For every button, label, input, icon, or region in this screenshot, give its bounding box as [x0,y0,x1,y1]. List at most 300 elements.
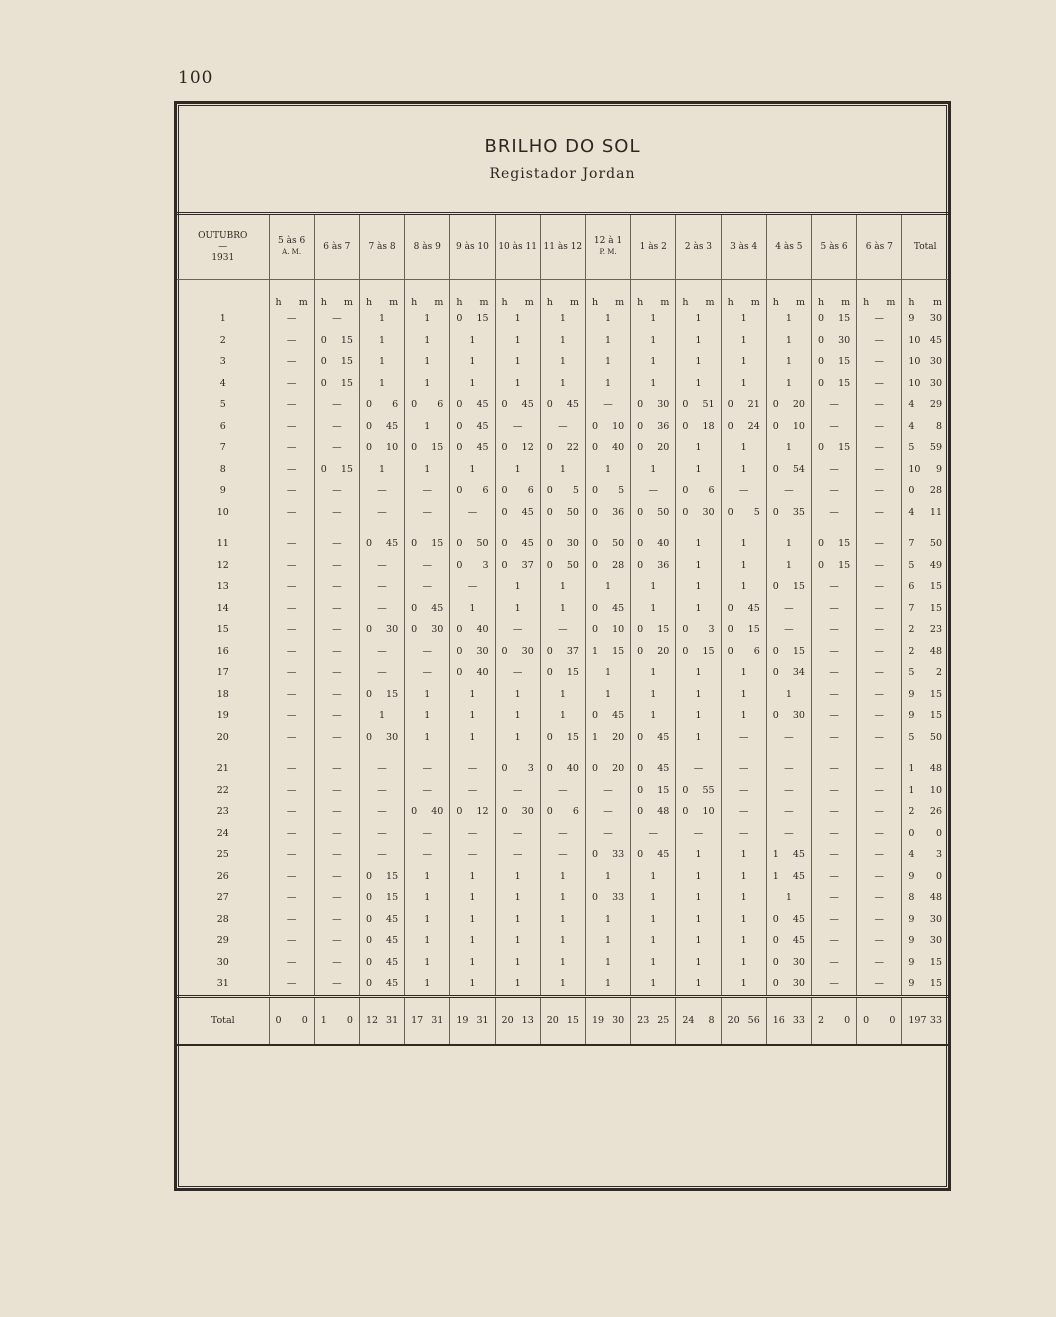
value-cell [902,437,948,459]
hm-value [541,507,585,518]
value-cell: 1 [721,373,766,395]
minutes: 45 [657,731,670,743]
value-cell: — [811,480,856,502]
table-row [177,533,948,555]
hours: 9 [908,688,915,700]
value-cell: — [585,394,630,416]
minutes: 36 [657,420,670,432]
value-cell [902,619,948,641]
table-frame [174,101,951,1191]
minutes: 6 [437,399,444,411]
page-title: BRILHO DO SOL [484,136,641,157]
value-cell: — [857,823,902,845]
minutes: 21 [747,399,760,411]
minutes: 50 [566,559,579,571]
value-cell: — [811,866,856,888]
value-cell: 1 [540,909,585,931]
value-cell: — [269,308,314,330]
value-cell: — [314,930,359,952]
hm-value [586,710,630,721]
unit-minutes: m [795,297,805,308]
value-cell: — [766,758,811,780]
hours: 5 [908,667,915,679]
value-cell [495,502,540,524]
value-cell: — [359,780,404,802]
hm-value [541,646,585,657]
hours: 10 [908,463,921,475]
hm-value [360,442,404,453]
column-label: 8 às 9 [413,241,441,252]
value-cell: 1 [721,330,766,352]
hours: 17 [411,1015,424,1026]
value-cell: 1 [495,351,540,373]
value-cell: 1 [405,887,450,909]
value-cell [811,351,856,373]
table-row [177,930,948,952]
table-row [177,502,948,524]
value-cell [450,641,495,663]
hours: 0 [411,399,418,411]
value-cell: — [857,727,902,749]
value-cell [721,598,766,620]
value-cell: 1 [676,459,721,481]
value-cell: — [314,844,359,866]
minutes: 48 [657,806,670,818]
minutes: 11 [929,506,942,518]
value-cell [721,619,766,641]
table-row [177,619,948,641]
unit-cell [495,280,540,309]
hours: 9 [908,710,915,722]
minutes: 15 [657,784,670,796]
unit-cell [676,280,721,309]
value-cell: 1 [676,330,721,352]
day-cell: 13 [216,581,229,593]
value-cell: 1 [585,330,630,352]
unit-hours: h [456,297,463,308]
hours: 0 [727,602,734,614]
gap-cell [359,748,404,758]
value-cell: 1 [676,887,721,909]
gap-cell [450,748,495,758]
value-cell: 1 [495,576,540,598]
value-cell [585,533,630,555]
value-cell: 1 [405,973,450,996]
table-row [177,866,948,888]
value-cell [450,662,495,684]
minutes: 29 [929,399,942,411]
unit-hm [767,297,811,308]
minutes: 20 [792,399,805,411]
value-cell: — [540,416,585,438]
value-cell: — [721,780,766,802]
value-cell: 1 [631,973,676,996]
value-cell [902,780,948,802]
hm-value [676,1015,720,1026]
hm-value [586,732,630,743]
value-cell: — [811,598,856,620]
hours: 10 [908,356,921,368]
value-cell [631,758,676,780]
hours: 1 [908,784,915,796]
unit-hours: h [817,297,825,308]
minutes: 15 [792,581,805,593]
minutes: 54 [792,463,805,475]
hm-value [631,421,675,432]
value-cell: — [857,533,902,555]
value-cell: — [495,662,540,684]
hours: 0 [365,688,372,700]
hm-value [767,421,811,432]
hours: 0 [456,420,463,432]
minutes: 30 [566,538,579,550]
hm-value [902,581,948,592]
hours: 0 [682,506,689,518]
hm-value [902,732,948,743]
hours: 9 [908,956,915,968]
hours: 0 [501,538,508,550]
value-cell: — [314,598,359,620]
value-cell [585,502,630,524]
value-cell: 1 [676,844,721,866]
hours: 0 [320,463,327,475]
value-cell: — [811,909,856,931]
minutes: 8 [708,1015,715,1026]
hours: 0 [365,399,372,411]
value-cell: 1 [676,351,721,373]
value-cell [585,887,630,909]
hours: 0 [772,420,779,432]
hm-value [676,507,720,518]
minutes: 15 [792,645,805,657]
minutes: 30 [521,806,534,818]
value-cell: — [631,823,676,845]
hours: 0 [365,538,372,550]
hours: 0 [546,559,553,571]
gap-cell [540,748,585,758]
gap-cell [766,523,811,533]
value-cell [359,973,404,996]
table-row [177,641,948,663]
value-cell: 1 [495,727,540,749]
unit-hours: h [863,297,870,308]
value-cell: 1 [585,459,630,481]
title-box [177,104,948,215]
total-cell [676,996,721,1045]
value-cell [585,758,630,780]
value-cell [631,844,676,866]
value-cell: 1 [540,351,585,373]
value-cell: — [359,758,404,780]
hours: 0 [637,806,644,818]
minutes: 30 [929,377,942,389]
day-cell: 12 [216,559,229,571]
hours: 0 [546,442,553,454]
minutes: 15 [838,377,851,389]
hm-value [405,1015,449,1026]
hm-value [541,485,585,496]
hm-value [631,785,675,796]
value-cell: 1 [450,930,495,952]
hm-value [450,313,494,324]
minutes: 5 [572,485,579,497]
hm-value [767,935,811,946]
minutes: 45 [792,913,805,925]
value-cell [811,373,856,395]
hours: 0 [365,731,372,743]
value-cell: — [269,533,314,555]
hours: 1 [591,731,598,743]
gap-cell [405,748,450,758]
value-cell [766,952,811,974]
minutes: 9 [935,463,942,475]
value-cell: 1 [495,930,540,952]
hm-value [722,421,766,432]
gap-cell [721,523,766,533]
hours: 0 [365,978,372,990]
hours: 4 [908,506,915,518]
minutes: 55 [702,784,715,796]
value-cell: 1 [585,973,630,996]
hours: 0 [591,763,598,775]
value-cell: — [314,555,359,577]
minutes: 15 [929,688,942,700]
value-cell [540,533,585,555]
value-cell: — [540,844,585,866]
value-cell [585,705,630,727]
hm-value [405,442,449,453]
value-cell: — [314,801,359,823]
hours: 5 [908,442,915,454]
value-cell: — [314,758,359,780]
minutes: 23 [929,624,942,636]
unit-hours: h [637,297,644,308]
hm-value [767,957,811,968]
hours: 0 [591,442,598,454]
hours: 2 [908,624,915,636]
blank-area [177,1059,948,1188]
hm-value [586,763,630,774]
value-cell: — [269,705,314,727]
value-cell: 1 [585,308,630,330]
minutes: 30 [612,1015,625,1026]
day-cell: 23 [216,806,229,818]
minutes: 30 [792,956,805,968]
total-cell [450,996,495,1045]
hours: 0 [727,624,734,636]
value-cell: 1 [721,866,766,888]
value-cell: — [359,502,404,524]
header-row [177,215,948,280]
value-cell: — [811,801,856,823]
value-cell: 1 [450,952,495,974]
value-cell: — [766,480,811,502]
minutes: 35 [792,506,805,518]
minutes: 15 [340,356,353,368]
minutes: 40 [476,667,489,679]
value-cell [676,502,721,524]
hm-value [676,485,720,496]
hm-value [586,624,630,635]
value-cell: — [857,930,902,952]
minutes: 33 [929,1015,942,1026]
hm-value [450,624,494,635]
minutes: 15 [929,978,942,990]
hm-value [405,806,449,817]
total-cell [766,996,811,1045]
value-cell: — [495,780,540,802]
year-label: 1931 [211,252,235,263]
hours: 0 [546,763,553,775]
value-cell: — [314,641,359,663]
value-cell [450,555,495,577]
value-cell [495,758,540,780]
row-gap [177,523,948,533]
value-cell [585,641,630,663]
hours: 0 [456,399,463,411]
hm-value [902,849,948,860]
value-cell [902,952,948,974]
hm-value [631,442,675,453]
hours: 0 [908,485,915,497]
value-cell: — [269,823,314,845]
minutes: 15 [838,538,851,550]
value-cell: 1 [585,576,630,598]
gap-cell [495,748,540,758]
value-cell: — [811,576,856,598]
value-cell [766,459,811,481]
hm-value [676,399,720,410]
hours: 0 [501,485,508,497]
hm-value [450,806,494,817]
value-cell: — [359,598,404,620]
minutes: 40 [566,763,579,775]
value-cell: — [314,952,359,974]
hm-value [722,1015,766,1026]
hm-value [450,1015,494,1026]
minutes: 15 [340,334,353,346]
hours: 0 [546,731,553,743]
column-label: 3 às 4 [730,241,758,252]
hm-value [722,603,766,614]
value-cell: 1 [721,533,766,555]
hm-value [405,399,449,410]
value-cell [902,909,948,931]
minutes: 45 [929,334,942,346]
value-cell: — [585,801,630,823]
hm-value [405,624,449,635]
hm-value [902,871,948,882]
hours: 0 [456,442,463,454]
value-cell: 1 [495,909,540,931]
value-cell: 1 [359,373,404,395]
hm-value [812,378,856,389]
value-cell: — [314,662,359,684]
unit-hours: h [365,297,373,308]
hours: 5 [908,559,915,571]
value-cell: — [857,502,902,524]
value-cell: — [269,887,314,909]
unit-hours: h [908,297,915,308]
hm-value [902,892,948,903]
hours: 0 [365,442,372,454]
hours: 10 [908,377,921,389]
hm-value [360,978,404,989]
value-cell: — [766,780,811,802]
value-cell [631,533,676,555]
value-cell [585,844,630,866]
value-cell: — [269,684,314,706]
total-cell [405,996,450,1045]
day-cell: 11 [216,538,229,550]
value-cell: — [585,823,630,845]
value-cell: 1 [359,459,404,481]
hours: 0 [817,356,825,368]
gap-cell [676,523,721,533]
value-cell: 1 [540,973,585,996]
value-cell: 1 [405,930,450,952]
value-cell: — [269,619,314,641]
hm-value [270,1015,314,1026]
unit-minutes: m [932,297,942,308]
value-cell [495,533,540,555]
column-header [811,215,856,280]
value-cell: 1 [721,555,766,577]
value-cell [721,394,766,416]
column-header [540,215,585,280]
value-cell: 1 [721,930,766,952]
unit-minutes: m [434,297,444,308]
hours: 0 [411,602,418,614]
gap-cell [314,748,359,758]
minutes: 0 [844,1015,851,1026]
value-cell [314,351,359,373]
hm-value [767,978,811,989]
value-cell: 1 [540,887,585,909]
minutes: 45 [386,978,399,990]
minutes: 20 [657,442,670,454]
value-cell [540,437,585,459]
value-cell: — [314,684,359,706]
page-number: 100 [178,68,214,88]
value-cell: 1 [631,598,676,620]
unit-minutes: m [841,297,851,308]
column-label: 6 às 7 [323,241,351,252]
minutes: 15 [431,538,444,550]
value-cell: — [811,758,856,780]
value-cell: — [269,758,314,780]
value-cell [902,416,948,438]
day-cell: 15 [216,624,229,636]
value-cell [766,662,811,684]
value-cell: — [811,641,856,663]
value-cell: — [857,780,902,802]
hours: 0 [456,645,463,657]
value-cell [359,684,404,706]
value-cell [405,394,450,416]
value-cell [359,533,404,555]
value-cell [902,684,948,706]
hours: 0 [546,645,553,657]
table-row [177,351,948,373]
row-gap [177,748,948,758]
value-cell [450,416,495,438]
value-cell: — [495,823,540,845]
hm-value [586,485,630,496]
value-cell [766,866,811,888]
hm-value [631,1015,675,1026]
hm-value [812,313,856,324]
